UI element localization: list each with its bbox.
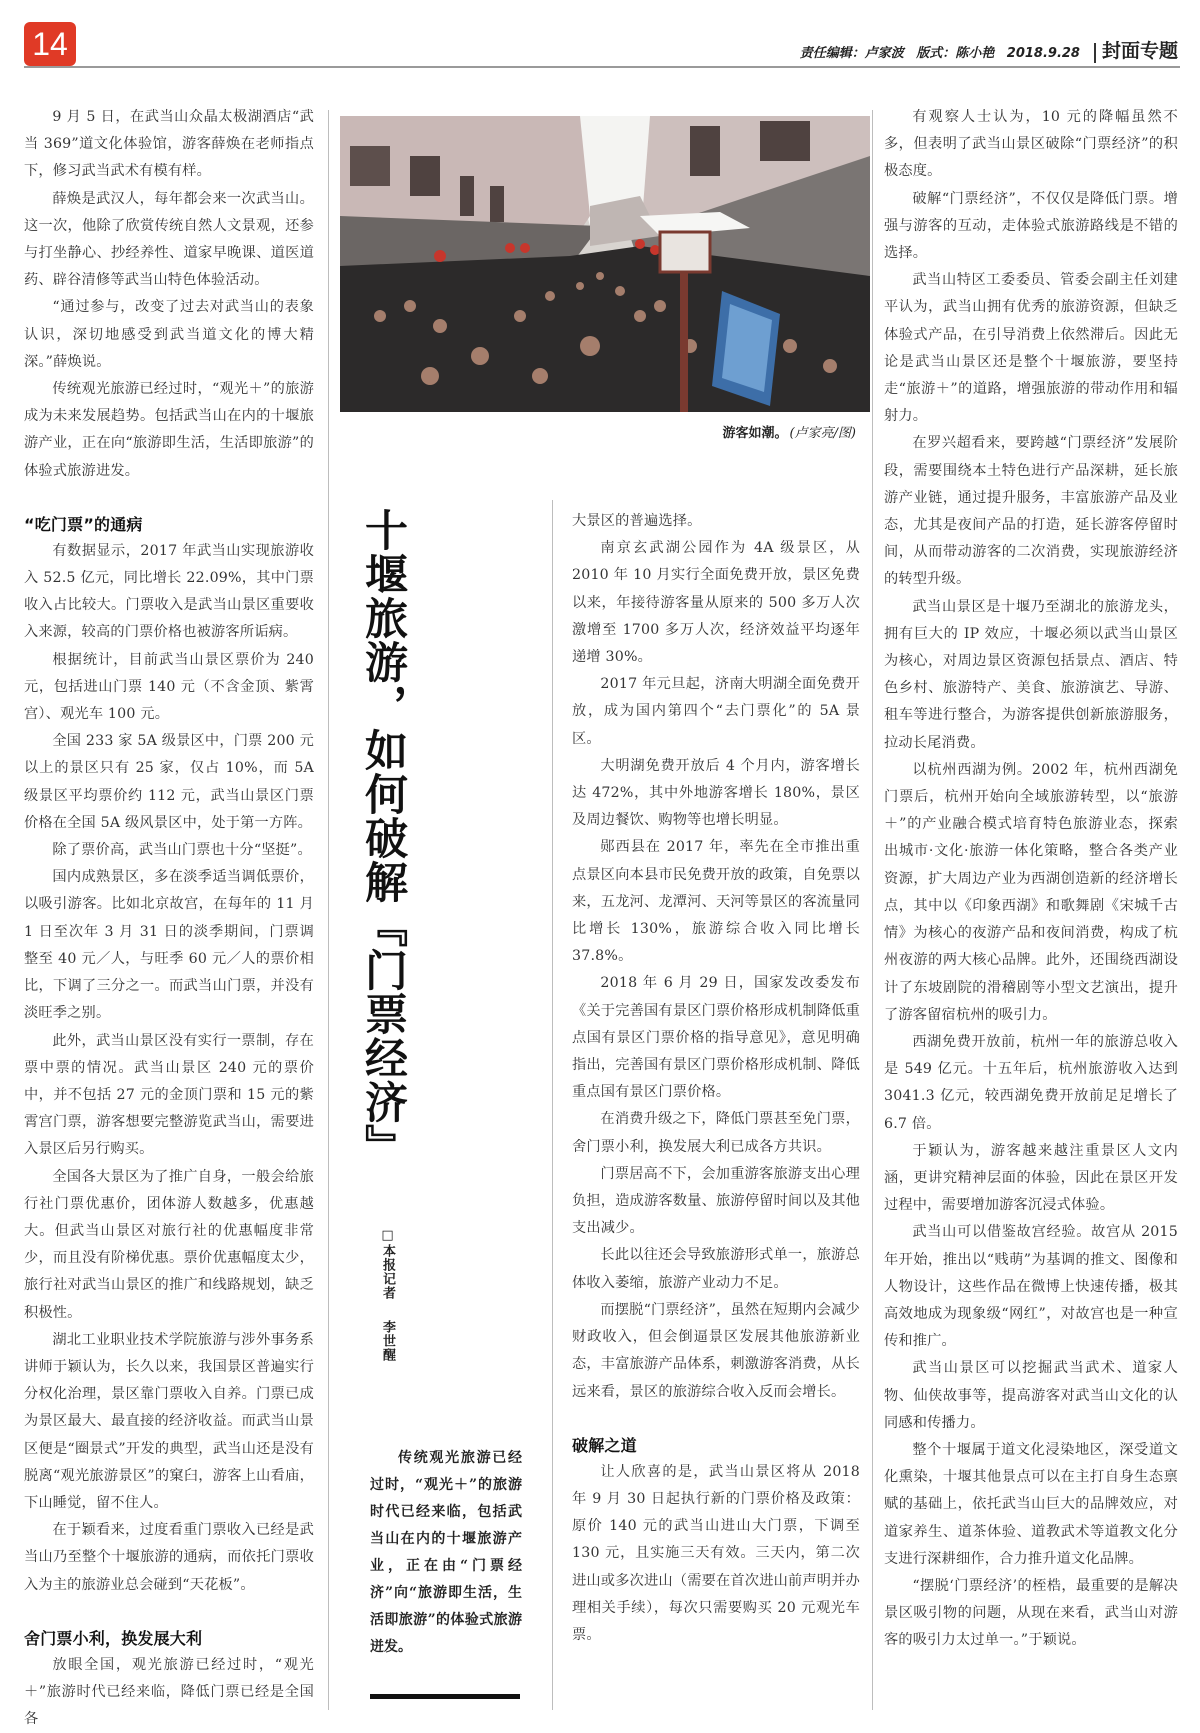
paragraph: 郧西县在 2017 年，率先在全市推出重点景区向本县市民免费开放的政策，自免票以来，五龙河、龙潭河、天河等景区的客流量同比增长 130%，旅游综合收入同比增长 37.8%。 [572, 839, 860, 965]
paragraph: 大景区的普遍选择。 [572, 513, 702, 529]
subheading: 破解之道 [572, 1435, 637, 1455]
article-column-3 [572, 508, 860, 1649]
paragraph: 此外，武当山景区没有实行一票制，存在票中票的情况。武当山景区 240 元的票价中，并不包括 27 元的金顶门票和 15 元的紫霄宫门票，游客想要完整游览武当山，需要进入景区后另行购买。 [24, 1032, 314, 1158]
article-lead [370, 1445, 522, 1661]
paragraph: 国内成熟景区，多在淡季适当调低票价，以吸引游客。比如北京故宫，在每年的 11 月 1 日至次年 3 月 31 日的淡季期间，门票调整至 40 元／人，与旺季 60 元／人的票价相比，下调了三分之一。而武当山门票，并没有淡旺季之别。 [24, 869, 314, 1022]
page-number-badge: 14 [24, 22, 76, 66]
page-header [0, 0, 1200, 72]
paragraph: 大明湖免费开放后 4 个月内，游客增长达 472%，其中外地游客增长 180%，景区及周边餐饮、购物等也增长明显。 [572, 757, 860, 829]
subheading: 舍门票小利，换发展大利 [24, 1628, 203, 1648]
byline-author: 李世醒 [380, 1319, 395, 1362]
paragraph: 薛焕是武汉人，每年都会来一次武当山。这一次，他除了欣赏传统自然人文景观，还参与打坐静心、抄经养性、道家早晚课、道医道药、辟谷清修等武当山特色体验活动。 [24, 190, 314, 289]
paragraph: 门票居高不下，会加重游客旅游支出心理负担，造成游客数量、旅游停留时间以及其他支出减少。 [572, 1165, 860, 1237]
paragraph: 武当山可以借鉴故宫经验。故宫从 2015 年开始，推出以“贱萌”为基调的推文、图像和人物设计，这些作品在微博上快速传播，极其高效地成为现象级“网红”，对故宫也是一种宣传和推广。 [884, 1224, 1178, 1350]
paragraph: 全国各大景区为了推广自身，一般会给旅行社门票优惠价，团体游人数越多，优惠越大。但武当山景区对旅行社的优惠幅度非常少，而且没有阶梯优惠。票价优惠幅度太少，旅行社对武当山景区的推广和线路规划，缺乏积极性。 [24, 1168, 314, 1321]
paragraph: “摆脱‘门票经济’的桎梏，最重要的是解决景区吸引物的问题，从现在来看，武当山对游客的吸引力太过单一。”于颖说。 [884, 1577, 1178, 1649]
subheading: “吃门票”的通病 [24, 514, 143, 534]
header-meta [800, 36, 1178, 63]
column-divider [872, 110, 873, 1710]
paragraph: 武当山特区工委委员、管委会副主任刘建平认为，武当山拥有优秀的旅游资源，但缺乏体验式产品，在引导消费上依然滞后。因此无论是武当山景区还是整个十堰旅游，要坚持走“旅游＋”的道路，增强旅游的带动作用和辐射力。 [884, 272, 1178, 425]
paragraph: 除了票价高，武当山门票也十分“坚挺”。 [52, 842, 312, 859]
lead-text: 传统观光旅游已经过时，“观光＋”的旅游时代已经来临，包括武当山在内的十堰旅游产业，正在由“门票经济”向“旅游即生活，生活即旅游”的体验式旅游迸发。 [370, 1450, 522, 1655]
crowd-photo-illustration [340, 116, 870, 412]
paragraph: 让人欣喜的是，武当山景区将从 2018 年 9 月 30 日起执行新的门票价格及政策：原价 140 元的武当山进山大门票，下调至 130 元，且实施三天有效。三天内，第二次进山或多次进山（需要在首次进山前声明并办理相关手续），每次只需要购买 20 元观光车票。 [572, 1463, 860, 1643]
paragraph: 在罗兴超看来，要跨越“门票经济”发展阶段，需要围绕本土特色进行产品深耕，延长旅游产业链，通过提升服务，丰富旅游产品及业态，尤其是夜间产品的打造，延长游客停留时间，从而带动游客的二次消费，实现旅游经济的转型升级。 [884, 435, 1178, 588]
paragraph: 2017 年元旦起，济南大明湖全面免费开放，成为国内第四个“去门票化”的 5A 景区。 [572, 676, 860, 747]
column-divider [328, 110, 329, 1710]
crowd-photo [340, 116, 870, 412]
paragraph: 放眼全国，观光旅游已经过时，“观光＋”旅游时代已经来临，降低门票已经是全国各 [24, 1656, 314, 1728]
paragraph: 有观察人士认为，10 元的降幅虽然不多，但表明了武当山景区破除“门票经济”的积极态度。 [884, 109, 1178, 180]
article-column-1 [24, 104, 314, 1733]
lead-rule [370, 1694, 520, 1699]
paragraph: 全国 233 家 5A 级景区中，门票 200 元以上的景区只有 25 家，仅占 10%，而 5A 级景区平均票价约 112 元，武当山景区门票价格在全国 5A 级风景区中，处于第一方阵。 [24, 733, 314, 831]
paragraph: “通过参与，改变了过去对武当山的表象认识，深切地感受到武当道文化的博大精深。”薛焕说。 [24, 299, 314, 370]
photo-figure [340, 116, 870, 456]
column-divider [552, 500, 553, 1710]
paragraph: 长此以往还会导致旅游形式单一，旅游总体收入萎缩，旅游产业动力不足。 [572, 1247, 860, 1291]
paragraph: 湖北工业职业技术学院旅游与涉外事务系讲师于颖认为，长久以来，我国景区普遍实行分权化治理，景区靠门票收入自养。门票已成为景区最大、最直接的经济收益。而武当山景区便是“圈景式”开发的典型，武当山还是没有脱离“观光旅游景区”的窠臼，游客上山看庙，下山睡觉，留不住人。 [24, 1331, 314, 1511]
paragraph: 根据统计，目前武当山景区票价为 240 元，包括进山门票 140 元（不含金顶、紫霄宫）、观光车 100 元。 [24, 651, 314, 723]
credits [800, 42, 1088, 63]
paragraph: 南京玄武湖公园作为 4A 级景区，从 2010 年 10 月实行全面免费开放，景区免费以来，年接待游客量从原来的 500 多万人次激增至 1700 多万人次，经济效益平均逐年递增 30%。 [572, 540, 860, 666]
paragraph: 在消费升级之下，降低门票甚至免门票，舍门票小利，换发展大利已成各方共识。 [572, 1111, 860, 1155]
header-separator [1094, 43, 1096, 63]
header-rule [24, 66, 1180, 68]
paragraph: 武当山景区可以挖掘武当武术、道家人物、仙侠故事等，提高游客对武当山文化的认同感和传播力。 [884, 1360, 1178, 1431]
paragraph: 整个十堰属于道文化浸染地区，深受道文化熏染，十堰其他景点可以在主打自身生态禀赋的基础上，依托武当山巨大的品牌效应，对道家养生、道茶体验、道教武术等道教文化分支进行深耕细作，合力推升道文化品牌。 [884, 1441, 1178, 1567]
issue-date: 2018.9.28 [1006, 46, 1080, 61]
paragraph: 在于颖看来，过度看重门票收入已经是武当山乃至整个十堰旅游的通病，而依托门票收入为主的旅游业总会碰到“天花板”。 [24, 1522, 314, 1593]
paragraph: 武当山景区是十堰乃至湖北的旅游龙头，拥有巨大的 IP 效应，十堰必须以武当山景区为核心，对周边景区资源包括景点、酒店、特色乡村、旅游特产、美食、旅游演艺、导游、租车等进行整合，为游客提供创新旅游服务，拉动长尾消费。 [884, 598, 1178, 751]
paragraph: 有数据显示，2017 年武当山实现旅游收入 52.5 亿元，同比增长 22.09%，其中门票收入占比较大。门票收入是武当山景区重要收入来源，较高的门票价格也被游客所诟病。 [24, 542, 314, 641]
paragraph: 破解“门票经济”，不仅仅是降低门票。增强与游客的互动，走体验式旅游路线是不错的选择。 [884, 190, 1178, 262]
section-name: 封面专题 [1101, 40, 1178, 62]
caption-text: 游客如潮。 [722, 426, 788, 441]
photo-caption [722, 422, 856, 441]
paragraph: 而摆脱“门票经济”，虽然在短期内会减少财政收入，但会倒逼景区发展其他旅游新业态，丰富旅游产品体系，刺激游客消费，从长远来看，景区的旅游综合收入反而会增长。 [572, 1301, 860, 1400]
paragraph: 以杭州西湖为例。2002 年，杭州西湖免门票后，杭州开始向全域旅游转型，以“旅游＋”的产业融合模式培育特色旅游业态，探索出城市·文化·旅游一体化策略，整合各类产业资源，扩大周边产业为西湖创造新的经济增长点，其中以《印象西湖》和歌舞剧《宋城千古情》为核心的夜游产品和夜间消费，构成了杭州夜游的两大核心品牌。此外，还围绕西湖设计了东坡剧院的滑稽剧等小型文艺演出，提升了游客留宿杭州的吸引力。 [884, 761, 1178, 1023]
layout-credit: 版式：陈小艳 [916, 46, 995, 61]
paragraph: 西湖免费开放前，杭州一年的旅游总收入是 549 亿元。十五年后，杭州旅游收入达到 3041.3 亿元，较西湖免费开放前足足增长了 6.7 倍。 [884, 1033, 1178, 1132]
paragraph: 9 月 5 日，在武当山众晶太极湖酒店“武当 369”道文化体验馆，游客薛焕在老师指点下，修习武当武术有模有样。 [24, 109, 314, 180]
editor-credit: 责任编辑：卢家波 [799, 46, 904, 61]
article-headline: 十堰旅游，如何破解『门票经济』 [358, 508, 408, 1168]
article-column-4 [884, 104, 1178, 1655]
photo-credit: (卢家亮/图) [789, 426, 856, 441]
byline-label: □本报记者 [380, 1228, 395, 1300]
paragraph: 传统观光旅游已经过时，“观光＋”的旅游成为未来发展趋势。包括武当山在内的十堰旅游产业，正在向“旅游即生活，生活即旅游”的体验式旅游进发。 [24, 381, 314, 479]
byline [378, 1228, 397, 1362]
paragraph: 2018 年 6 月 29 日，国家发改委发布《关于完善国有景区门票价格形成机制降低重点国有景区门票价格的指导意见》，意见明确指出，完善国有景区门票价格形成机制、降低重点国有景区门票价格。 [572, 975, 860, 1101]
paragraph: 于颖认为，游客越来越注重景区人文内涵，更讲究精神层面的体验，因此在景区开发过程中，需要增加游客沉浸式体验。 [884, 1142, 1178, 1214]
